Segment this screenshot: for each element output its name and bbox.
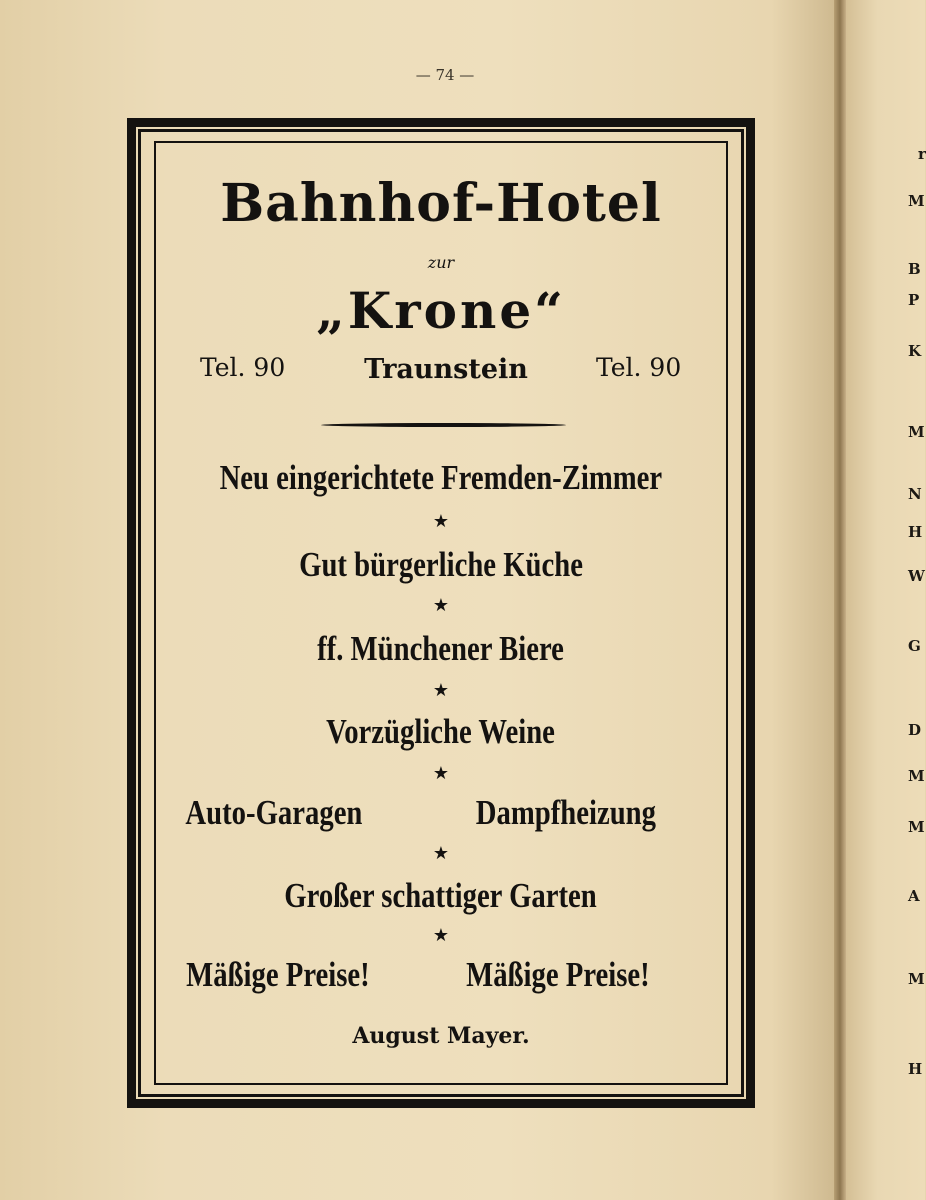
star-icon: ★ (432, 763, 450, 784)
star-icon: ★ (432, 925, 450, 946)
page-number: — 74 — (415, 66, 475, 84)
right-page-fragment: A (908, 887, 920, 905)
star-icon: ★ (432, 680, 450, 701)
right-page-fragment: r (918, 145, 926, 163)
right-page-fragment: M (908, 970, 925, 988)
feature-garages: Auto-Garagen (185, 793, 363, 832)
right-page-fragment: D (908, 721, 922, 739)
right-page-fragment: P (908, 291, 920, 309)
right-page-fragment: B (908, 260, 921, 278)
star-icon: ★ (432, 843, 450, 864)
hotel-name: „Krone“ (316, 281, 566, 340)
town-name: Traunstein (364, 354, 528, 385)
book-gutter (834, 0, 846, 1200)
feature-beer: ff. Münchener Biere (317, 629, 565, 668)
owner-name: August Mayer. (352, 1023, 530, 1049)
prices-right: Mäßige Preise! (466, 955, 650, 994)
right-page-fragment: M (908, 192, 925, 210)
zur-label: zur (427, 253, 455, 272)
right-page-fragment: K (908, 342, 922, 360)
right-page-fragment: G (908, 637, 921, 655)
advertisement (156, 143, 726, 1083)
right-page-fragment: M (908, 818, 925, 836)
feature-kitchen: Gut bürgerliche Küche (299, 545, 583, 584)
right-page-fragment: M (908, 423, 925, 441)
hotel-title: Bahnhof-Hotel (220, 173, 662, 234)
right-page-fragment: M (908, 767, 925, 785)
star-icon: ★ (432, 511, 450, 532)
feature-wine: Vorzügliche Weine (326, 712, 556, 751)
feature-rooms: Neu eingerichtete Fremden-Zimmer (219, 458, 663, 497)
divider-rule (321, 423, 566, 427)
prices-left: Mäßige Preise! (186, 955, 370, 994)
right-page-edge (846, 0, 925, 1200)
star-icon: ★ (432, 595, 450, 616)
feature-garden: Großer schattiger Garten (284, 876, 598, 915)
telephone-right: Tel. 90 (596, 353, 682, 382)
right-page-fragment: W (908, 567, 925, 585)
telephone-left: Tel. 90 (200, 353, 286, 382)
right-page-fragment: H (908, 523, 923, 541)
feature-steam-heating: Dampfheizung (475, 793, 656, 832)
right-page-fragment: H (908, 1060, 923, 1078)
right-page-fragment: N (908, 485, 922, 503)
